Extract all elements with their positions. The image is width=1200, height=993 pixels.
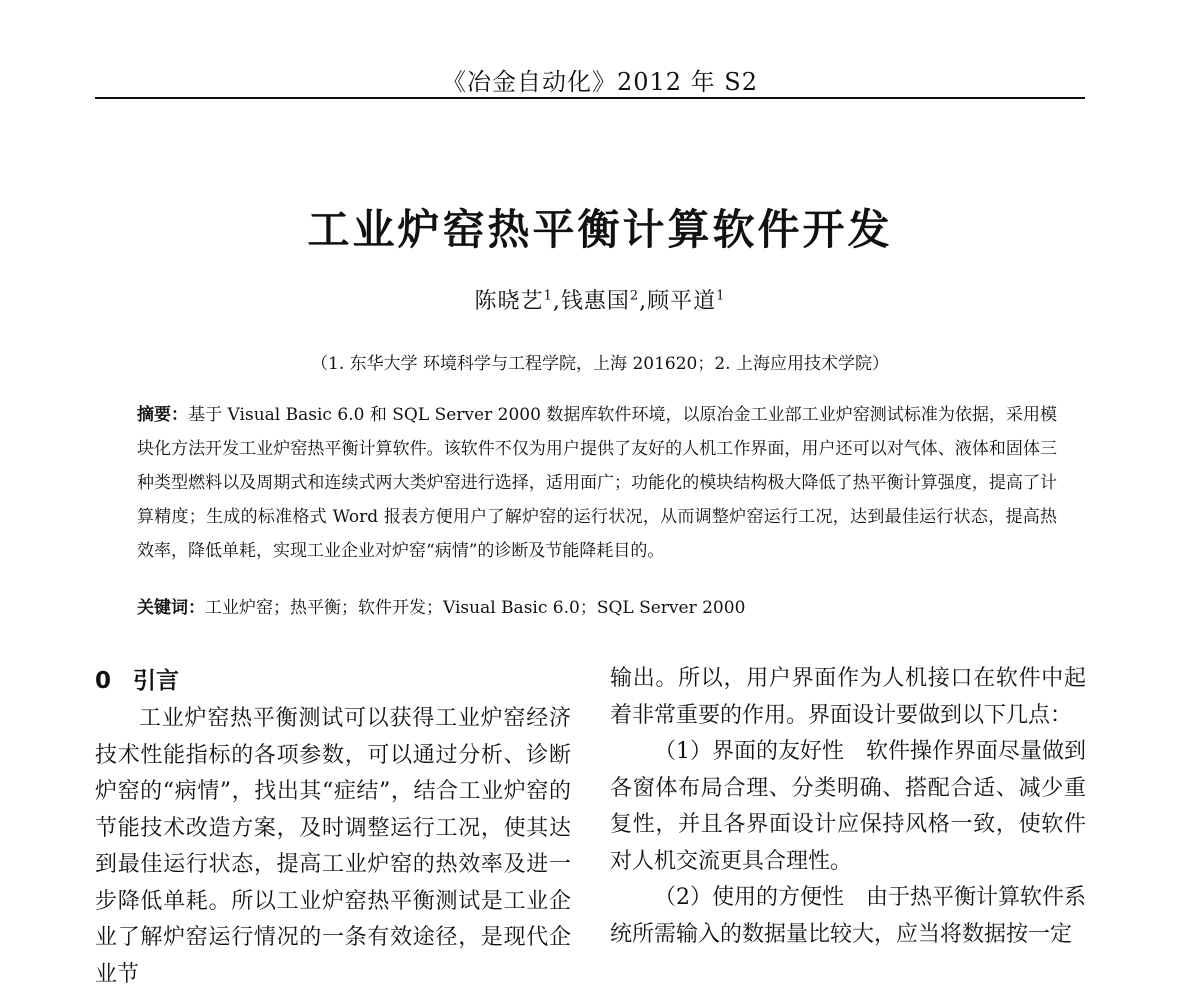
keywords [137, 595, 1057, 621]
section-title: 引言 [133, 668, 179, 694]
author-list [0, 284, 1200, 315]
section-number: 0 [95, 668, 112, 694]
author-affil-mark: 1 [543, 288, 553, 304]
keywords-label: 关键词： [137, 598, 205, 618]
header-rule [95, 97, 1085, 99]
body-paragraph: （1）界面的友好性 软件操作界面尽量做到各窗体布局合理、分类明确、搭配合适、减少重复性，并且各界面设计应保持风格一致，使软件对人机交流更具合理性。 [610, 739, 1086, 874]
author-name: 陈晓艺 [474, 289, 544, 314]
journal-header: 《冶金自动化》2012 年 S2 [441, 68, 759, 96]
body-paragraph: 工业炉窑热平衡测试可以获得工业炉窑经济技术性能指标的各项参数，可以通过分析、诊断炉窑的“病情”，找出其“症结”，结合工业炉窑的节能技术改造方案，及时调整运行工况，使其达到最佳运行状态，提高工业炉窑的热效率及进一步降低单耗。所以工业炉窑热平衡测试是工业企业了解炉窑运行情况的一条有效途径，是现代企业节 [95, 706, 571, 987]
abstract-label: 摘要： [137, 405, 189, 425]
author-separator: , [552, 289, 561, 314]
body-paragraph: 输出。所以，用户界面作为人机接口在软件中起着非常重要的作用。界面设计要做到以下几点： [610, 666, 1086, 728]
body-paragraph: （2）使用的方便性 由于热平衡计算软件系统所需输入的数据量比较大，应当将数据按一定 [610, 885, 1086, 947]
abstract [137, 398, 1057, 568]
author-affil-mark: 1 [716, 288, 726, 304]
author-separator: , [639, 289, 648, 314]
keywords-text: 工业炉窑；热平衡；软件开发；Visual Basic 6.0；SQL Server 2000 [205, 598, 746, 618]
section-heading [95, 661, 571, 701]
affiliation: （1. 东华大学 环境科学与工程学院，上海 201620；2. 上海应用技术学院） [311, 354, 889, 374]
body-column-left [95, 661, 571, 993]
author-affil-mark: 2 [629, 288, 640, 304]
author-name: 顾平道 [647, 289, 717, 314]
abstract-text: 基于 Visual Basic 6.0 和 SQL Server 2000 数据库软件环境，以原冶金工业部工业炉窑测试标准为依据，采用模块化方法开发工业炉窑热平衡计算软件。该软件不仅为用户提供了友好的人机工作界面，用户还可以对气体、液体和固体三种类型燃料以及周期式和连续式两大类炉窑进行选择，适用面广；功能化的模块结构极大降低了热平衡计算强度，提高了计算精度；生成的标准格式 Word 报表方便用户了解炉窑的运行状况，从而调整炉窑运行工况，达到最佳运行状态，提高热效率，降低单耗，实现工业企业对炉窑“病情”的诊断及节能降耗目的。 [137, 405, 1058, 561]
body-column-right [610, 661, 1086, 953]
paper-title: 工业炉窑热平衡计算软件开发 [307, 205, 893, 254]
author-name: 钱惠国 [560, 289, 630, 314]
